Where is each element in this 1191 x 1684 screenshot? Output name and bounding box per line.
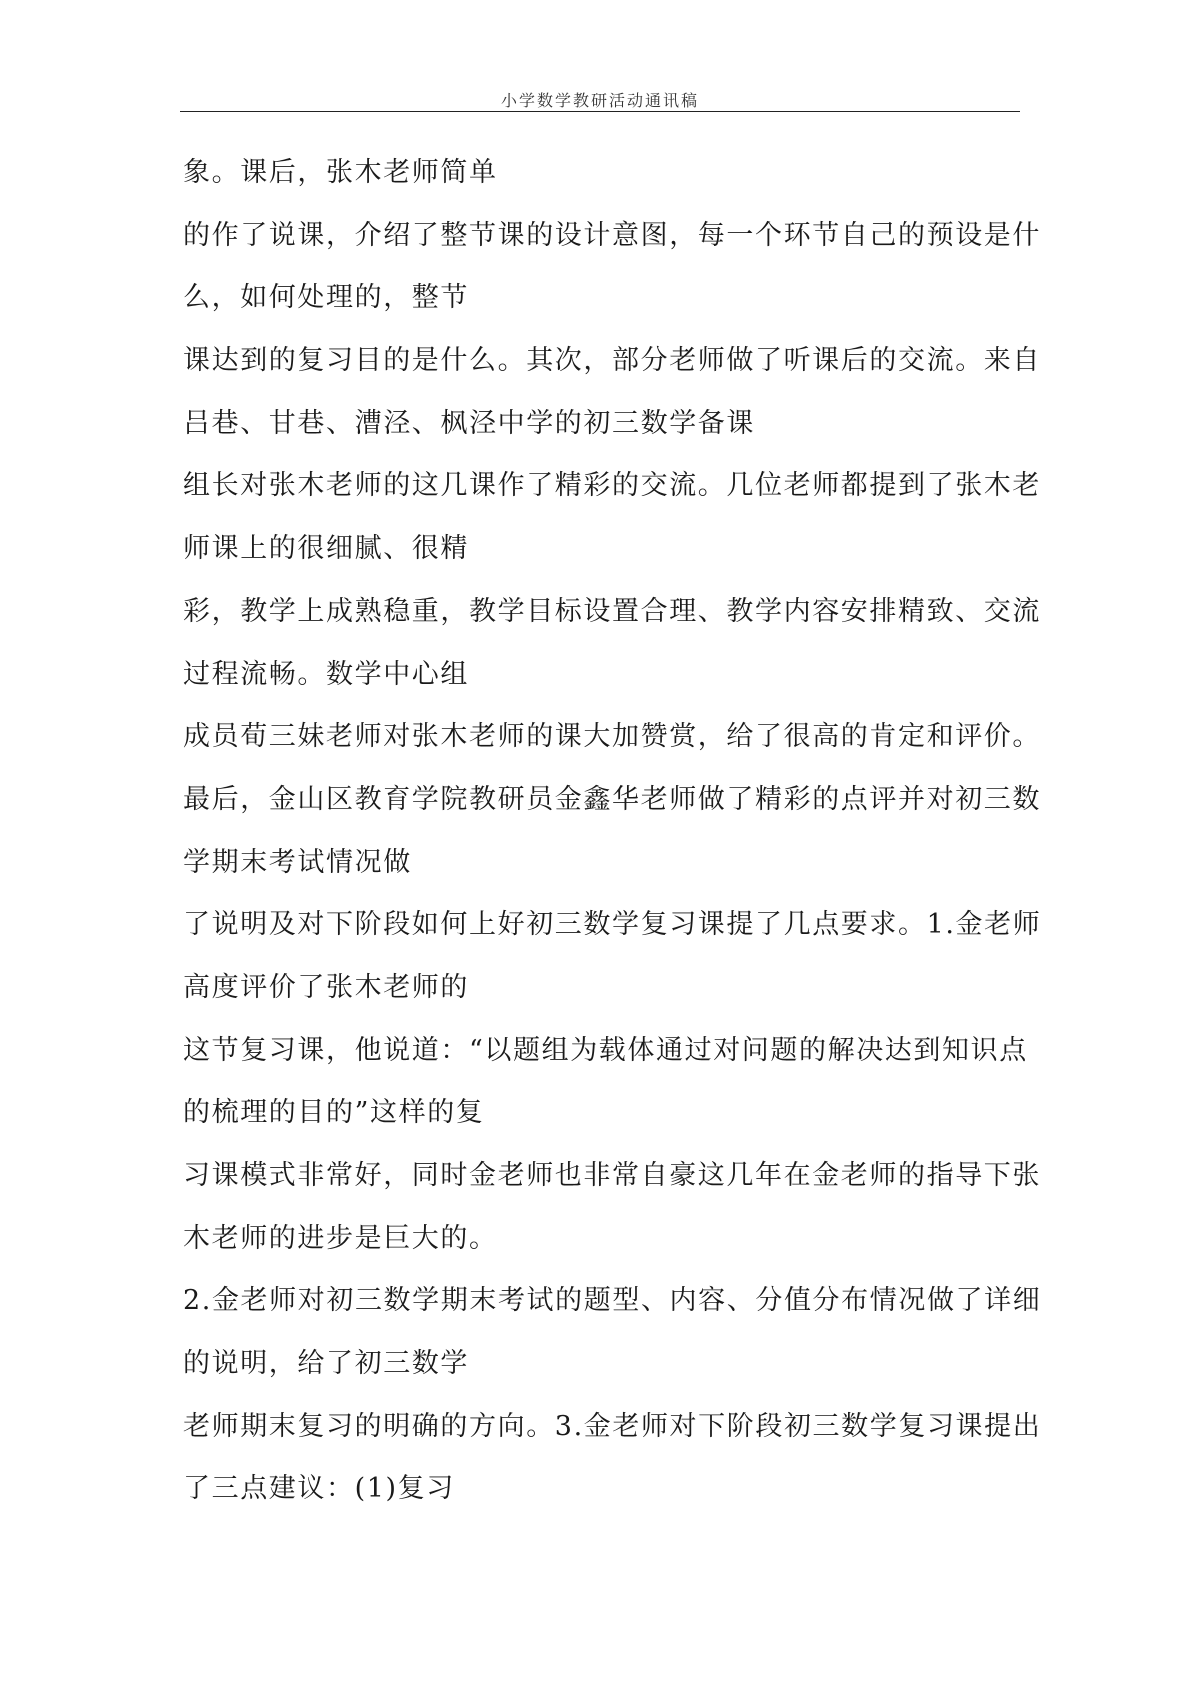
page-header: 小学数学教研活动通讯稿	[500, 91, 699, 110]
text-line: 习课模式非常好，同时金老师也非常自豪这几年在金老师的指导下张	[183, 1160, 1041, 1191]
text-line: 2.金老师对初三数学期末考试的题型、内容、分值分布情况做了详细	[183, 1285, 1042, 1317]
text-line: 课达到的复习目的是什么。其次，部分老师做了听课后的交流。来自	[183, 345, 1041, 377]
text-line: 高度评价了张木老师的	[183, 971, 469, 1003]
text-line: 么，如何处理的，整节	[183, 282, 469, 314]
text-line: 彩，教学上成熟稳重，教学目标设置合理、教学内容安排精致、交流	[183, 595, 1041, 627]
text-line: 木老师的进步是巨大的。	[183, 1222, 498, 1254]
text-line: 吕巷、甘巷、漕泾、枫泾中学的初三数学备课	[183, 407, 755, 439]
text-line: 的作了说课，介绍了整节课的设计意图，每一个环节自己的预设是什	[183, 219, 1041, 251]
text-line: 老师期末复习的明确的方向。3.金老师对下阶段初三数学复习课提出	[183, 1410, 1042, 1442]
text-line: 象。课后，张木老师简单	[183, 157, 498, 188]
text-line: 这节复习课，他说道：“以题组为载体通过对问题的解决达到知识点	[183, 1034, 1028, 1066]
text-line: 组长对张木老师的这几课作了精彩的交流。几位老师都提到了张木老	[183, 470, 1041, 502]
document-body	[183, 142, 1042, 1521]
text-line: 的梳理的目的”这样的复	[183, 1097, 485, 1129]
text-line: 成员荀三妹老师对张木老师的课大加赞赏，给了很高的肯定和评价。	[183, 721, 1041, 753]
text-line: 过程流畅。数学中心组	[183, 658, 469, 690]
text-line: 师课上的很细腻、很精	[183, 533, 469, 565]
text-line: 了说明及对下阶段如何上好初三数学复习课提了几点要求。1.金老师	[183, 909, 1042, 941]
text-line: 最后，金山区教育学院教研员金鑫华老师做了精彩的点评并对初三数	[183, 783, 1041, 815]
text-line: 的说明，给了初三数学	[183, 1348, 469, 1380]
text-line: 了三点建议：(1)复习	[183, 1473, 455, 1505]
header-divider	[180, 111, 1020, 112]
text-line: 学期末考试情况做	[183, 846, 412, 878]
